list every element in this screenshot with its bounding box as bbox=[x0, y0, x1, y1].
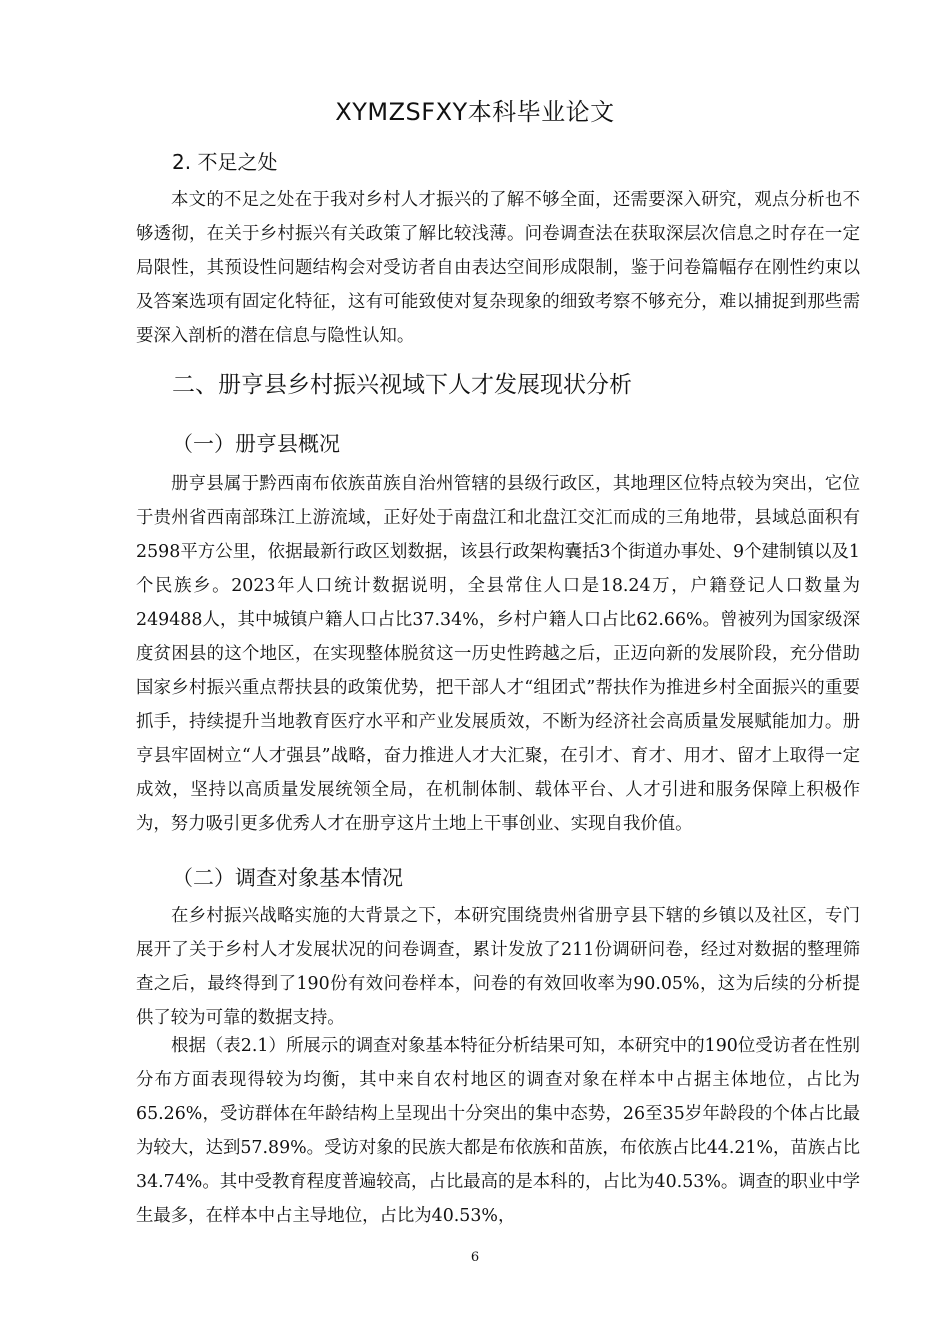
paragraph-respondent-stats: 根据（表2.1）所展示的调查对象基本特征分析结果可知，本研究中的190位受访者在性别分布方面表现得较为均衡，其中来自农村地区的调查对象在样本中占据主体地位，占比为65.26%，受访群体在年龄结构上呈现出十分突出的集中态势，26至35岁年龄段的个体占比最为较大，达到57.89%。受访对象的民族大都是布依族和苗族，布依族占比44.21%，苗族占比34.74%。其中受教育程度普遍较高，占比最高的是本科的，占比为40.53%。调查的职业中学生最多，在样本中占主导地位，占比为40.53%， bbox=[136, 1036, 860, 1226]
paragraph-overview: 册亨县属于黔西南布依族苗族自治州管辖的县级行政区，其地理区位特点较为突出，它位于贵州省西南部珠江上游流域，正好处于南盘江和北盘江交汇而成的三角地带，县域总面积有2598平方公里，依据最新行政区划数据，该县行政架构囊括3个街道办事处、9个建制镇以及1个民族乡。2023年人口统计数据说明，全县常住人口是18.24万，户籍登记人口数量为249488人，其中城镇户籍人口占比37.34%，乡村户籍人口占比62.66%。曾被列为国家级深度贫困县的这个地区，在实现整体脱贫这一历史性跨越之后，正迈向新的发展阶段，充分借助国家乡村振兴重点帮扶县的政策优势，把干部人才“组团式”帮扶作为推进乡村全面振兴的重要抓手，持续提升当地教育医疗水平和产业发展质效，不断为经济社会高质量发展赋能加力。册亨县牢固树立“人才强县”战略，奋力推进人才大汇聚，在引才、育才、用才、留才上取得一定成效，坚持以高质量发展统领全局，在机制体制、载体平台、人才引进和服务保障上积极作为，努力吸引更多优秀人才在册亨这片土地上干事创业、实现自我价值。 bbox=[136, 474, 860, 834]
section-heading-respondents: （二）调查对象基本情况 bbox=[172, 866, 403, 890]
paragraph-shortcomings: 本文的不足之处在于我对乡村人才振兴的了解不够全面，还需要深入研究，观点分析也不够透彻，在关于乡村振兴有关政策了解比较浅薄。问卷调查法在获取深层次信息之时存在一定局限性，其预设性问题结构会对受访者自由表达空间形成限制，鉴于问卷篇幅存在刚性约束以及答案选项有固定化特征，这有可能致使对复杂现象的细致考察不够充分，难以捕捉到那些需要深入剖析的潜在信息与隐性认知。 bbox=[136, 190, 860, 346]
chapter-heading: 二、册亨县乡村振兴视域下人才发展现状分析 bbox=[172, 372, 632, 398]
section-heading-overview: （一）册亨县概况 bbox=[172, 432, 340, 456]
subsection-heading-shortcomings: 2. 不足之处 bbox=[172, 150, 278, 174]
paragraph-survey: 在乡村振兴战略实施的大背景之下，本研究围绕贵州省册亨县下辖的乡镇以及社区，专门展开了关于乡村人才发展状况的问卷调查，累计发放了211份调研问卷，经过对数据的整理筛查之后，最终得到了190份有效问卷样本，问卷的有效回收率为90.05%，这为后续的分析提供了较为可靠的数据支持。 bbox=[136, 906, 860, 1028]
page-number: 6 bbox=[470, 1250, 480, 1265]
document-header-title: XYMZSFXY本科毕业论文 bbox=[335, 98, 615, 126]
